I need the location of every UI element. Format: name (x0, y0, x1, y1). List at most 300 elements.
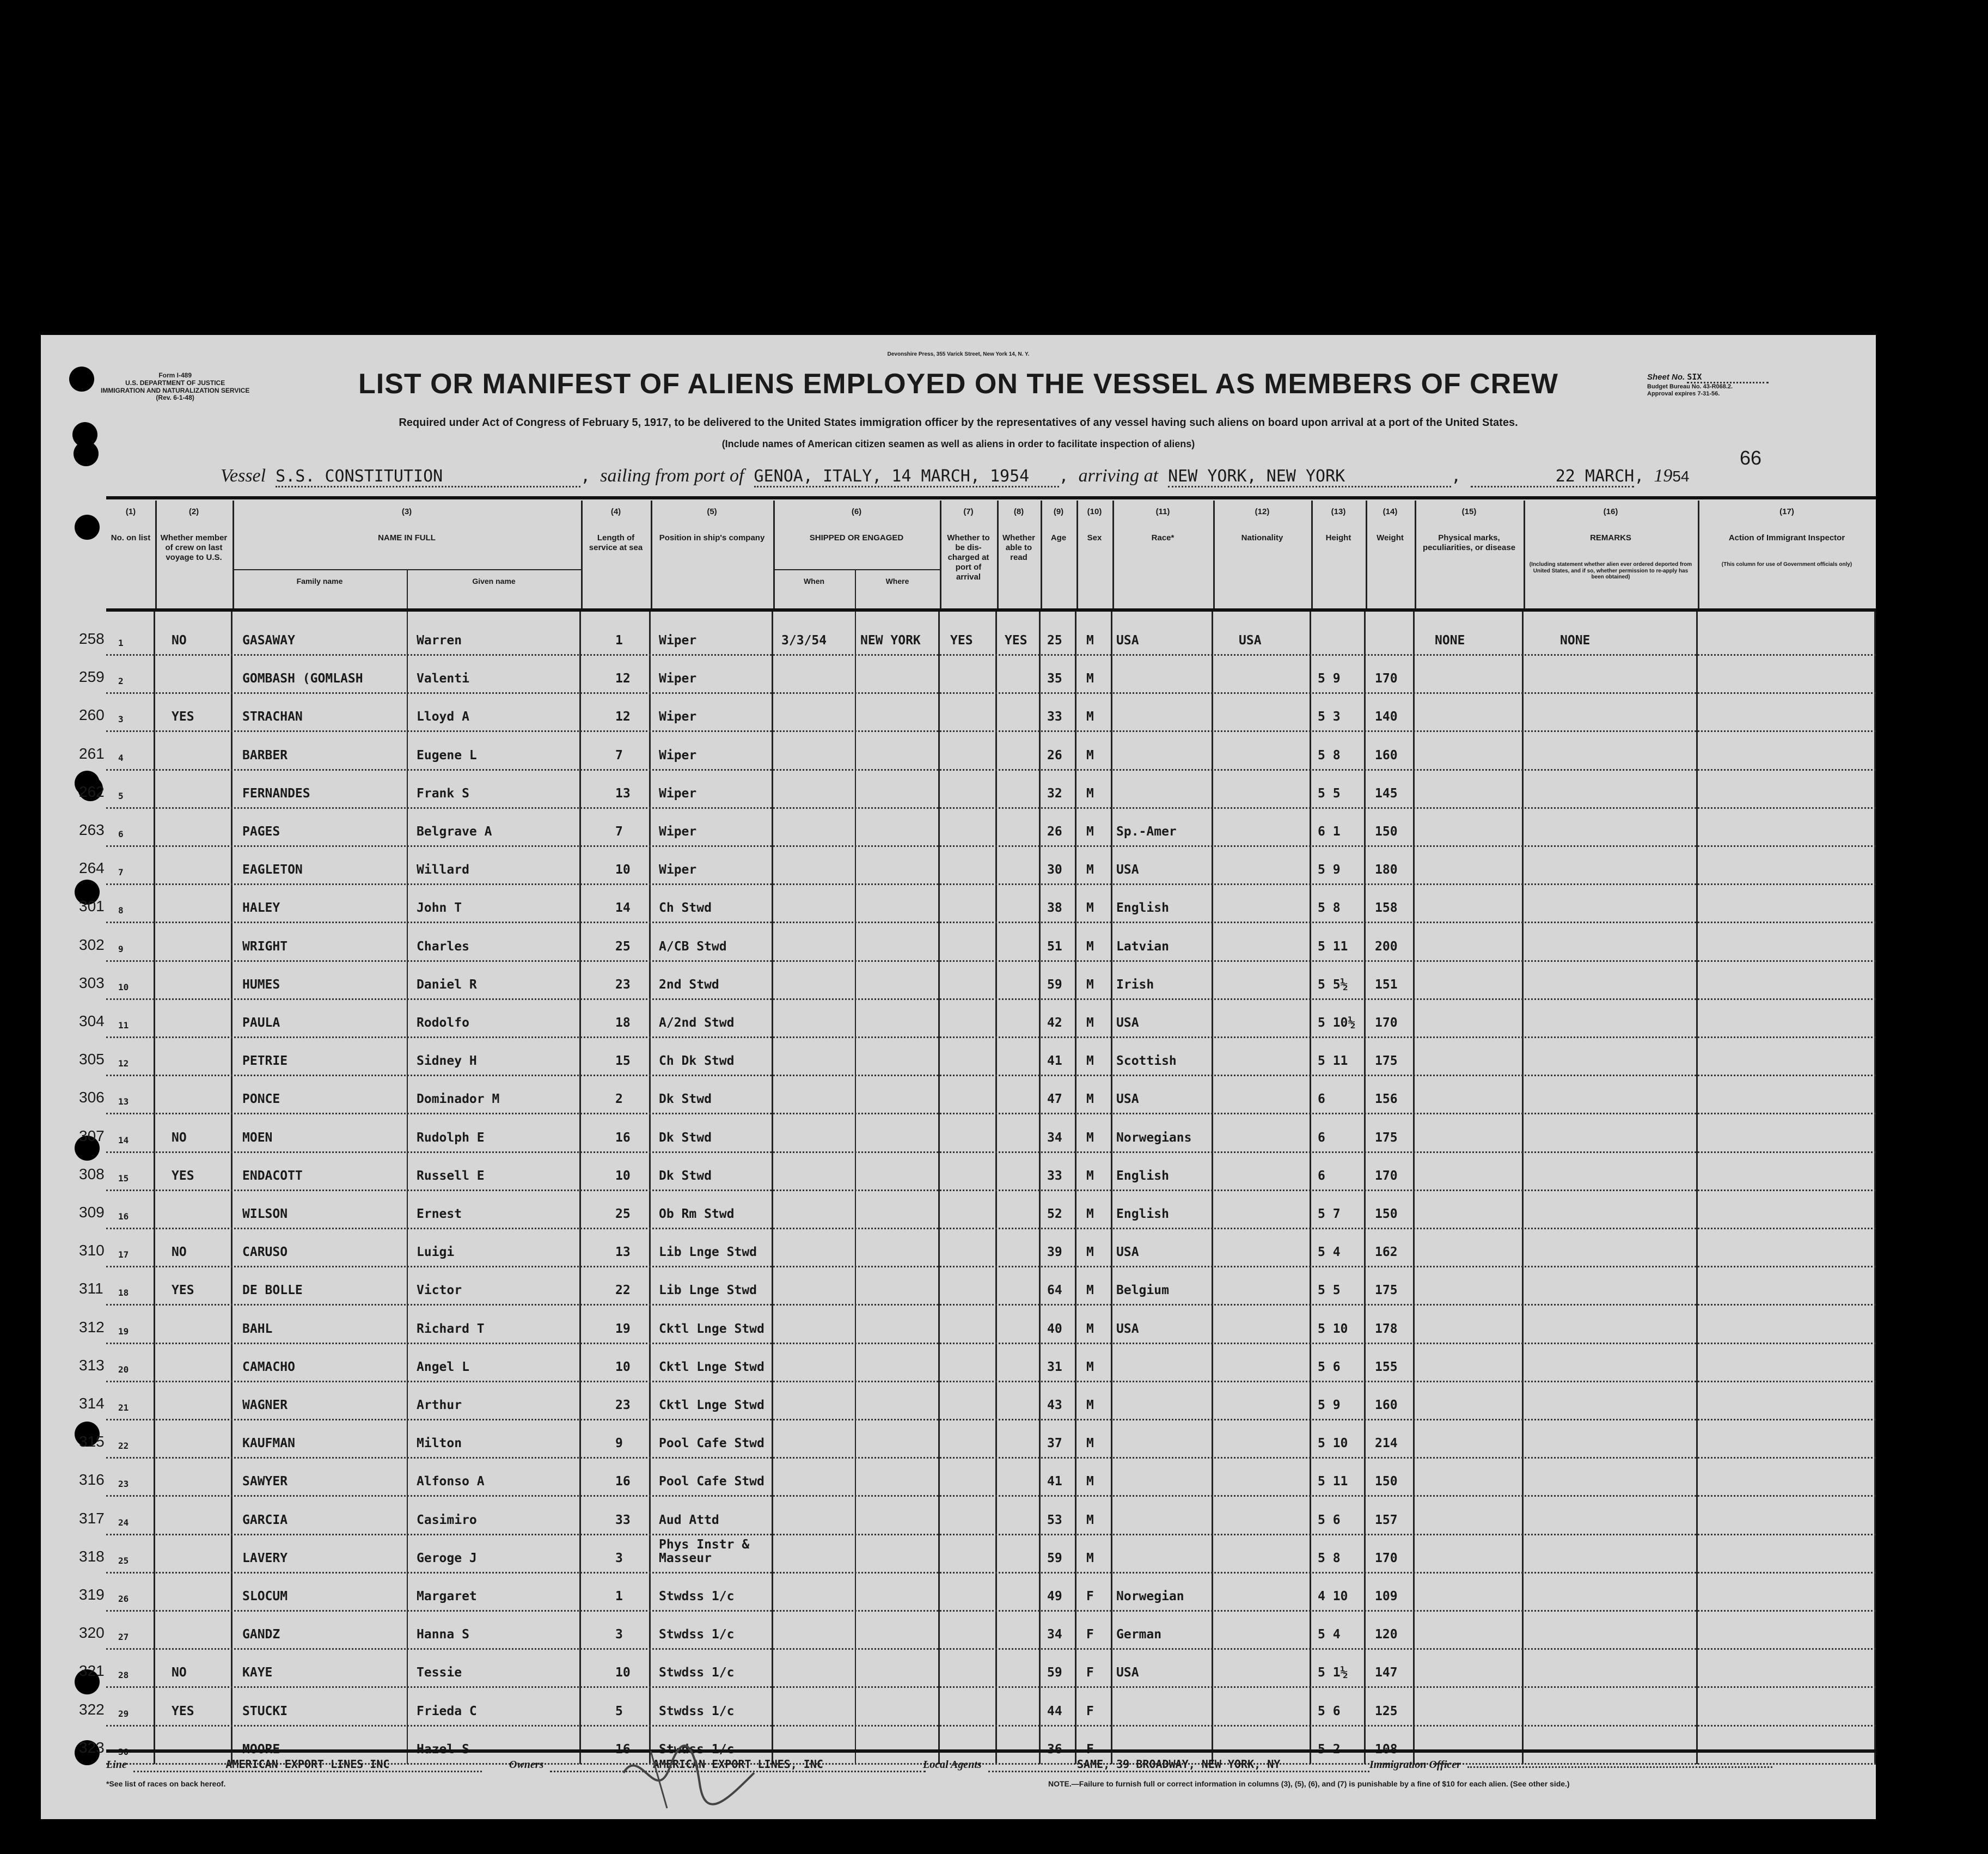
given-name: Frieda C (417, 1704, 477, 1718)
sex: M (1086, 1436, 1094, 1450)
table-row (79, 1572, 1876, 1612)
header-c5 (651, 501, 775, 608)
race: English (1116, 1207, 1169, 1221)
shipped-where: NEW YORK (860, 633, 921, 648)
weight: 157 (1375, 1513, 1398, 1527)
position: Dk Stwd (659, 1169, 712, 1183)
weight: 175 (1375, 1054, 1398, 1068)
height: 5 4 (1318, 1627, 1341, 1642)
position: Cktl Lnge Stwd (659, 1360, 764, 1374)
given-name: Tessie (417, 1666, 462, 1680)
penalty-note: NOTE.—Failure to furnish full or correct information in columns (3), (5), (6), and (7) is punishable by a fine of $10 for each alien. (See other side.) (1048, 1779, 1570, 1788)
sheet-label: Sheet No. (1647, 373, 1685, 382)
row-number: 7 (118, 867, 124, 877)
weight: 180 (1375, 863, 1398, 877)
column-sublabel: Family name (296, 577, 343, 586)
weight: 109 (1375, 1589, 1398, 1603)
table-row (79, 731, 1876, 771)
able-to-read: YES (1005, 633, 1027, 648)
service-length: 10 (615, 1666, 631, 1680)
age: 31 (1047, 1360, 1062, 1374)
service-length: 12 (615, 672, 631, 686)
column-label: NAME IN FULL (378, 533, 436, 542)
header-subdivider (855, 569, 856, 608)
given-name: Valenti (417, 672, 469, 686)
vessel-label: Vessel (221, 466, 266, 486)
family-name: GASAWAY (242, 633, 295, 648)
sex: F (1086, 1627, 1094, 1642)
age: 59 (1047, 1551, 1062, 1565)
handwritten-list-number: 317 (79, 1510, 105, 1527)
family-name: SLOCUM (242, 1589, 288, 1603)
family-name: DE BOLLE (242, 1283, 303, 1297)
age: 26 (1047, 825, 1062, 839)
age: 26 (1047, 748, 1062, 763)
agents-label: Local Agents (923, 1759, 982, 1771)
row-number: 3 (118, 714, 124, 724)
column-sublabel: Where (885, 577, 909, 586)
header-c8 (997, 501, 1042, 608)
position: Ob Rm Stwd (659, 1207, 735, 1221)
handwritten-list-number: 323 (79, 1739, 105, 1756)
race: USA (1116, 633, 1139, 648)
header-c10 (1076, 501, 1114, 608)
header-c3 (233, 501, 583, 608)
column-number: (10) (1087, 507, 1102, 516)
weight: 214 (1375, 1436, 1398, 1450)
race: USA (1116, 863, 1139, 877)
handwritten-list-number: 258 (79, 630, 105, 647)
column-label: Physical marks, peculiarities, or disease (1422, 533, 1516, 552)
remarks: NONE (1560, 633, 1591, 648)
sheet-info (1647, 372, 1769, 398)
sex: M (1086, 825, 1094, 839)
height: 4 10 (1318, 1589, 1348, 1603)
row-number: 8 (118, 905, 124, 916)
signature-scribble (618, 1740, 760, 1811)
height: 5 5 (1318, 786, 1341, 801)
header-c14 (1366, 501, 1416, 608)
sex: F (1086, 1704, 1094, 1718)
weight: 170 (1375, 672, 1398, 686)
column-label: Race* (1151, 533, 1175, 542)
family-name: CARUSO (242, 1245, 288, 1259)
position: 2nd Stwd (659, 978, 719, 992)
service-length: 10 (615, 1169, 631, 1183)
handwritten-list-number: 263 (79, 821, 105, 838)
previous-voyage: YES (172, 1704, 194, 1718)
handwritten-list-number: 321 (79, 1662, 105, 1679)
header-c17 (1698, 501, 1876, 608)
row-number: 29 (118, 1709, 129, 1719)
given-name: Eugene L (417, 748, 477, 763)
height: 5 3 (1318, 710, 1341, 724)
document-subtitle: Required under Act of Congress of February 5, 1917, to be delivered to the United States immigration officer by the representatives of any vessel having such aliens on board upon arrival at a port of the United States. (399, 417, 1518, 429)
service-length: 33 (615, 1513, 631, 1527)
table-row (79, 1075, 1876, 1114)
age: 30 (1047, 863, 1062, 877)
previous-voyage: NO (172, 1245, 187, 1259)
service-length: 7 (615, 825, 623, 839)
position: Wiper (659, 710, 697, 724)
given-name: Milton (417, 1436, 462, 1450)
age: 64 (1047, 1283, 1062, 1297)
header-c16 (1524, 501, 1699, 608)
header-subdivider (407, 569, 408, 608)
line-field (106, 1758, 482, 1772)
header-c7 (940, 501, 999, 608)
previous-voyage: YES (172, 710, 194, 724)
family-name: PONCE (242, 1092, 280, 1106)
position: A/2nd Stwd (659, 1016, 735, 1030)
race: USA (1116, 1322, 1139, 1336)
column-number: (17) (1779, 507, 1794, 516)
age: 40 (1047, 1322, 1062, 1336)
header-divider (773, 569, 940, 570)
arriving-label: arriving at (1078, 466, 1159, 486)
page-number: 66 (1740, 447, 1762, 469)
handwritten-list-number: 314 (79, 1395, 105, 1412)
row-number: 17 (118, 1249, 129, 1260)
handwritten-list-number: 318 (79, 1548, 105, 1565)
service-length: 16 (615, 1131, 631, 1145)
weight: 170 (1375, 1016, 1398, 1030)
table-row (79, 1381, 1876, 1420)
position: Pool Cafe Stwd (659, 1474, 764, 1489)
position: Lib Lnge Stwd (659, 1245, 757, 1259)
row-number: 2 (118, 676, 124, 686)
handwritten-list-number: 306 (79, 1089, 105, 1106)
given-name: Willard (417, 863, 469, 877)
height: 6 (1318, 1169, 1325, 1183)
arrival-date: 22 MARCH (1471, 467, 1634, 487)
age: 51 (1047, 940, 1062, 954)
position: Wiper (659, 786, 697, 801)
service-length: 13 (615, 1245, 631, 1259)
height: 5 6 (1318, 1360, 1341, 1374)
previous-voyage: NO (172, 633, 187, 648)
document-title: LIST OR MANIFEST OF ALIENS EMPLOYED ON THE VESSEL AS MEMBERS OF CREW (358, 368, 1558, 400)
table-row (79, 883, 1876, 923)
row-number: 22 (118, 1441, 129, 1451)
header-c6 (773, 501, 941, 608)
weight: 160 (1375, 1398, 1398, 1412)
family-name: MOEN (242, 1131, 273, 1145)
service-length: 12 (615, 710, 631, 724)
service-length: 9 (615, 1436, 623, 1450)
previous-voyage: NO (172, 1131, 187, 1145)
handwritten-list-number: 312 (79, 1319, 105, 1335)
height: 5 6 (1318, 1704, 1341, 1718)
given-name: Geroge J (417, 1551, 477, 1565)
position: Cktl Lnge Stwd (659, 1322, 764, 1336)
family-name: SAWYER (242, 1474, 288, 1489)
punch-hole (75, 515, 100, 540)
given-name: Russell E (417, 1169, 485, 1183)
position: Wiper (659, 672, 697, 686)
height: 5 1½ (1318, 1666, 1348, 1680)
weight: 150 (1375, 1207, 1398, 1221)
given-name: Charles (417, 940, 469, 954)
row-number: 11 (118, 1020, 129, 1030)
weight: 160 (1375, 748, 1398, 763)
manifest-document (41, 335, 1876, 1819)
agents-value: SAME, 39 BROADWAY, NEW YORK, NY (988, 1758, 1369, 1772)
column-number: (4) (610, 507, 621, 516)
sheet-number: SIX (1687, 372, 1769, 383)
weight: 178 (1375, 1322, 1398, 1336)
handwritten-list-number: 261 (79, 745, 105, 762)
position: Dk Stwd (659, 1131, 712, 1145)
sex: M (1086, 1283, 1094, 1297)
height: 5 11 (1318, 1474, 1348, 1489)
agents-field (923, 1758, 1369, 1772)
age: 35 (1047, 672, 1062, 686)
age: 41 (1047, 1474, 1062, 1489)
year-suffix: 54 (1672, 468, 1690, 485)
service-length: 1 (615, 1589, 623, 1603)
row-number: 24 (118, 1517, 129, 1528)
row-number: 19 (118, 1326, 129, 1337)
handwritten-list-number: 264 (79, 859, 105, 876)
given-name: Luigi (417, 1245, 455, 1259)
column-number: (15) (1461, 507, 1477, 516)
row-number: 4 (118, 753, 124, 763)
family-name: PAGES (242, 825, 280, 839)
column-label: Sex (1087, 533, 1102, 542)
sex: M (1086, 1513, 1094, 1527)
row-number: 26 (118, 1594, 129, 1604)
race: Norwegian (1116, 1589, 1184, 1603)
family-name: STUCKI (242, 1704, 288, 1718)
row-number: 18 (118, 1288, 129, 1298)
service-length: 16 (615, 1474, 631, 1489)
family-name: PAULA (242, 1016, 280, 1030)
age: 49 (1047, 1589, 1062, 1603)
sex: M (1086, 1322, 1094, 1336)
given-name: John T (417, 901, 462, 915)
handwritten-list-number: 304 (79, 1013, 105, 1029)
height: 5 11 (1318, 1054, 1348, 1068)
service-length: 3 (615, 1551, 623, 1565)
column-number: (8) (1013, 507, 1024, 516)
height: 6 (1318, 1092, 1325, 1106)
height: 5 4 (1318, 1245, 1341, 1259)
table-row (79, 807, 1876, 847)
header-c2 (155, 501, 234, 608)
header-c13 (1311, 501, 1367, 608)
handwritten-list-number: 309 (79, 1204, 105, 1221)
given-name: Daniel R (417, 978, 477, 992)
department: U.S. DEPARTMENT OF JUSTICE (125, 379, 225, 387)
age: 47 (1047, 1092, 1062, 1106)
service-length: 23 (615, 978, 631, 992)
given-name: Angel L (417, 1360, 469, 1374)
given-name: Lloyd A (417, 710, 469, 724)
sex: M (1086, 1398, 1094, 1412)
age: 34 (1047, 1131, 1062, 1145)
row-number: 5 (118, 791, 124, 801)
height: 5 10 (1318, 1322, 1348, 1336)
age: 38 (1047, 901, 1062, 915)
given-name: Frank S (417, 786, 469, 801)
family-name: GOMBASH (GOMLASH (242, 672, 363, 686)
row-number: 20 (118, 1364, 129, 1375)
service-length: 10 (615, 863, 631, 877)
height: 5 7 (1318, 1207, 1341, 1221)
height: 6 (1318, 1131, 1325, 1145)
weight: 147 (1375, 1666, 1398, 1680)
row-number: 14 (118, 1135, 129, 1145)
sex: M (1086, 1054, 1094, 1068)
column-label: Weight (1377, 533, 1404, 542)
race: USA (1116, 1245, 1139, 1259)
column-number: (16) (1603, 507, 1618, 516)
column-number: (13) (1331, 507, 1346, 516)
height: 5 10½ (1318, 1016, 1356, 1030)
age: 42 (1047, 1016, 1062, 1030)
weight: 150 (1375, 1474, 1398, 1489)
handwritten-list-number: 260 (79, 706, 105, 723)
handwritten-list-number: 320 (79, 1624, 105, 1641)
column-number: (3) (401, 507, 412, 516)
handwritten-list-number: 302 (79, 936, 105, 953)
family-name: ENDACOTT (242, 1169, 303, 1183)
service-length: 10 (615, 1360, 631, 1374)
table-row (79, 616, 1876, 656)
column-label: Action of Immigrant Inspector (1728, 533, 1845, 542)
column-label: Whether to be dis-charged at port of arrival (947, 533, 990, 582)
handwritten-list-number: 316 (79, 1471, 105, 1488)
column-sublabel: When (803, 577, 825, 586)
weight: 170 (1375, 1551, 1398, 1565)
header-c9 (1041, 501, 1078, 608)
column-note: (Including statement whether alien ever ordered deported from United States, and if so, whether permission to re-apply has been obtained) (1529, 562, 1692, 580)
vessel-name: S.S. CONSTITUTION (276, 467, 580, 487)
weight: 125 (1375, 1704, 1398, 1718)
row-number: 12 (118, 1058, 129, 1069)
table-row (79, 1496, 1876, 1535)
family-name: KAUFMAN (242, 1436, 295, 1450)
weight: 170 (1375, 1169, 1398, 1183)
service-length: 25 (615, 1207, 631, 1221)
row-number: 13 (118, 1096, 129, 1107)
position: Stwdss 1/c (659, 1666, 735, 1680)
table-row (79, 1266, 1876, 1306)
sex: M (1086, 863, 1094, 877)
given-name: Richard T (417, 1322, 485, 1336)
weight: 151 (1375, 978, 1398, 992)
service-length: 19 (615, 1322, 631, 1336)
sex: M (1086, 672, 1094, 686)
table-row (79, 845, 1876, 885)
handwritten-list-number: 259 (79, 668, 105, 685)
given-name: Hanna S (417, 1627, 469, 1642)
table-row (79, 1687, 1876, 1727)
handwritten-list-number: 305 (79, 1051, 105, 1068)
form-revision: (Rev. 6-1-48) (156, 394, 194, 402)
family-name: EAGLETON (242, 863, 303, 877)
position: Stwdss 1/c (659, 1704, 735, 1718)
row-number: 6 (118, 829, 124, 839)
given-name: Dominador M (417, 1092, 500, 1106)
column-sublabel: Given name (472, 577, 516, 586)
sex: F (1086, 1666, 1094, 1680)
table-row (79, 1036, 1876, 1076)
given-name: Alfonso A (417, 1474, 485, 1489)
handwritten-list-number: 319 (79, 1586, 105, 1603)
sex: M (1086, 1245, 1094, 1259)
column-number: (2) (188, 507, 199, 516)
column-number: (5) (707, 507, 717, 516)
column-label: SHIPPED OR ENGAGED (809, 533, 904, 542)
previous-voyage: YES (172, 1283, 194, 1297)
physical-marks: NONE (1435, 633, 1465, 648)
table-row (79, 922, 1876, 962)
table-row (79, 769, 1876, 809)
position: Phys Instr & Masseur (659, 1538, 750, 1566)
age: 25 (1047, 633, 1062, 648)
previous-voyage: YES (172, 1169, 194, 1183)
service-length: 2 (615, 1092, 623, 1106)
family-name: FERNANDES (242, 786, 310, 801)
family-name: WILSON (242, 1207, 288, 1221)
race: Scottish (1116, 1054, 1177, 1068)
table-row (79, 1151, 1876, 1191)
column-number: (14) (1383, 507, 1398, 516)
race-note: *See list of races on back hereof. (106, 1779, 226, 1788)
weight: 175 (1375, 1131, 1398, 1145)
age: 44 (1047, 1704, 1062, 1718)
age: 33 (1047, 710, 1062, 724)
height: 5 9 (1318, 672, 1341, 686)
given-name: Sidney H (417, 1054, 477, 1068)
service-length: 14 (615, 901, 631, 915)
race: Irish (1116, 978, 1154, 992)
table-row (79, 1648, 1876, 1688)
weight: 175 (1375, 1283, 1398, 1297)
printer-line: Devonshire Press, 355 Varick Street, New York 14, N. Y. (887, 351, 1030, 357)
table-row (79, 1190, 1876, 1229)
table-top-rule (106, 496, 1876, 499)
given-name: Arthur (417, 1398, 462, 1412)
sex: M (1086, 1092, 1094, 1106)
sex: M (1086, 978, 1094, 992)
race: USA (1116, 1092, 1139, 1106)
owners-value: AMERICAN EXPORT LINES, INC (550, 1758, 926, 1772)
year-prefix: 19 (1654, 466, 1673, 486)
service-length: 13 (615, 786, 631, 801)
age: 53 (1047, 1513, 1062, 1527)
sex: M (1086, 1169, 1094, 1183)
line-value: AMERICAN EXPORT LINES INC (133, 1758, 482, 1772)
departure-port: GENOA, ITALY, 14 MARCH, 1954 (754, 467, 1059, 487)
family-name: HALEY (242, 901, 280, 915)
weight: 120 (1375, 1627, 1398, 1642)
officer-label: Immigration Officer (1369, 1759, 1461, 1771)
race: English (1116, 901, 1169, 915)
family-name: STRACHAN (242, 710, 303, 724)
column-note: (This column for use of Government officials only) (1721, 562, 1852, 568)
height: 6 1 (1318, 825, 1341, 839)
given-name: Warren (417, 633, 462, 648)
position: Stwdss 1/c (659, 1589, 735, 1603)
table-row (79, 1228, 1876, 1267)
height: 5 11 (1318, 940, 1348, 954)
handwritten-list-number: 307 (79, 1127, 105, 1144)
age: 52 (1047, 1207, 1062, 1221)
handwritten-list-number: 303 (79, 974, 105, 991)
